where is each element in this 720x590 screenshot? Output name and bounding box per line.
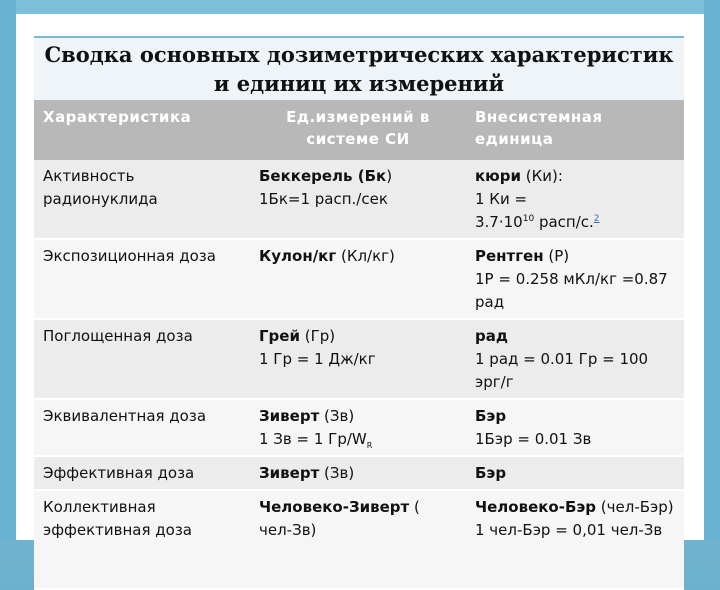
si-unit-name: Беккерель (Бк [259, 167, 387, 185]
unit-name: рад [475, 327, 508, 345]
cell-si-unit [250, 399, 466, 456]
slide [16, 14, 704, 540]
unit-symbol: (чел-Бэр) [596, 498, 674, 516]
si-unit-symbol: (Гр) [299, 327, 336, 345]
cell-non-system-unit [466, 399, 684, 456]
header-non-system-unit: Внесистемная единица [466, 100, 684, 160]
cell-characteristic: Активность радионуклида [34, 160, 250, 239]
cell-si-unit [250, 456, 466, 490]
si-unit-name: Кулон/кг [259, 247, 337, 265]
unit-name: кюри [475, 167, 522, 185]
unit-name: Рентген [475, 247, 544, 265]
unit-definition: 1Р = 0.258 мКл/кг =0.87 рад [475, 270, 668, 311]
si-unit-name: Зиверт [259, 464, 320, 482]
unit-symbol: (Ки): [521, 167, 563, 185]
cell-si-unit [250, 319, 466, 399]
unit-name: Бэр [475, 464, 507, 482]
unit-name: Человеко-Бэр [475, 498, 597, 516]
si-unit-definition: 1 Зв = 1 Гр/W [259, 430, 367, 448]
dosimetry-table [34, 100, 684, 590]
header-characteristic: Характеристика [34, 100, 250, 160]
unit-definition: 1 рад = 0.01 Гр = 100 эрг/г [475, 350, 649, 391]
unit-value-base: 3.7·10 [475, 213, 523, 231]
cell-non-system-unit [466, 319, 684, 399]
table-row [34, 160, 684, 239]
cell-si-unit [250, 160, 466, 239]
si-unit-symbol: ( чел-Зв) [259, 498, 420, 539]
si-unit-subscript: R [366, 441, 373, 450]
si-unit-definition: 1 Гр = 1 Дж/кг [259, 350, 376, 368]
unit-symbol: (Р) [543, 247, 570, 265]
si-unit-symbol: (Зв) [319, 464, 355, 482]
table-row [34, 239, 684, 319]
cell-non-system-unit [466, 456, 684, 490]
table-row [34, 319, 684, 399]
unit-definition: 1Бэр = 0.01 Зв [475, 430, 592, 448]
unit-value-exponent: 10 [522, 214, 535, 224]
cell-characteristic: Поглощенная доза [34, 319, 250, 399]
header-row [34, 100, 684, 160]
si-unit-name: Зиверт [259, 407, 320, 425]
si-unit-name: Грей [259, 327, 300, 345]
cell-si-unit [250, 239, 466, 319]
unit-definition: 1 Ки = [475, 190, 528, 208]
si-unit-symbol: (Зв) [319, 407, 355, 425]
si-unit-definition: 1Бк=1 расп./сек [259, 190, 388, 208]
cell-characteristic: Экспозиционная доза [34, 239, 250, 319]
si-unit-symbol: ) [386, 167, 393, 185]
table-row [34, 399, 684, 456]
frame-top [0, 0, 720, 14]
frame-left [0, 0, 16, 540]
unit-definition: 1 чел-Бэр = 0,01 чел-Зв [475, 521, 663, 539]
cell-non-system-unit [466, 160, 684, 239]
header-si-unit: Ед.измерений в системе СИ [250, 100, 466, 160]
footnote-link[interactable]: 2 [593, 214, 600, 224]
si-unit-symbol: (Кл/кг) [336, 247, 395, 265]
slide-title: Сводка основных дозиметрических характеристик и единиц их измерений [44, 42, 674, 96]
si-unit-name: Человеко-Зиверт [259, 498, 410, 516]
cell-characteristic: Коллективная эффективная доза [34, 490, 250, 589]
cell-characteristic: Эффективная доза [34, 456, 250, 490]
unit-value-tail: расп/с. [534, 213, 594, 231]
unit-name: Бэр [475, 407, 507, 425]
frame-right [704, 0, 720, 540]
cell-characteristic: Эквивалентная доза [34, 399, 250, 456]
cell-non-system-unit [466, 239, 684, 319]
table-row [34, 456, 684, 490]
